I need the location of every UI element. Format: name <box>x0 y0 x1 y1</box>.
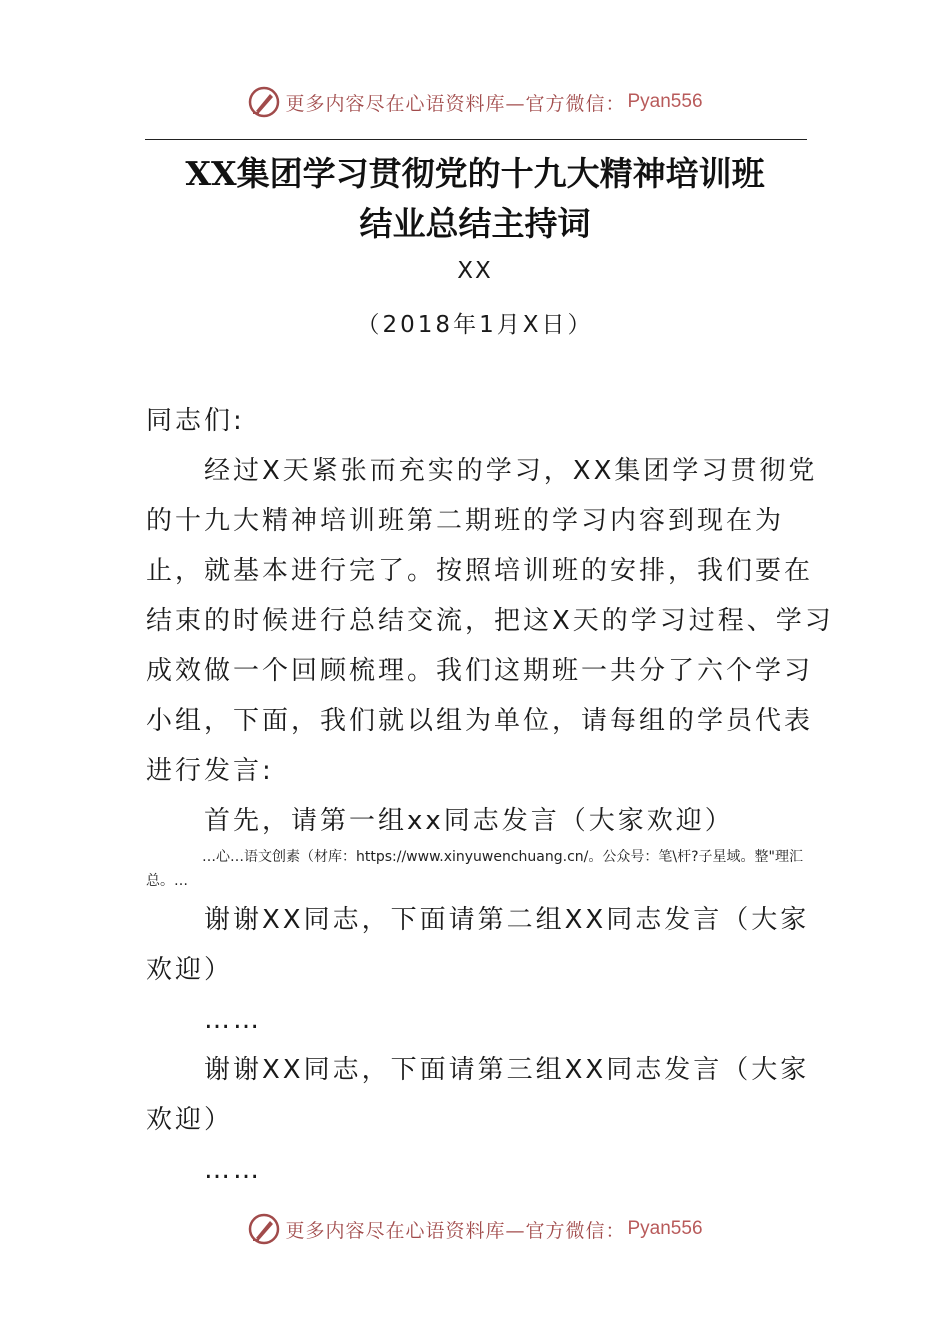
document-title-line-2: 结业总结主持词 <box>359 204 591 243</box>
pen-circle-logo-icon <box>247 1212 281 1246</box>
banner-text: 更多内容尽在心语资料库—官方微信： <box>285 92 626 115</box>
footer-banner <box>0 1209 950 1249</box>
banner-wechat-id: Pyan556 <box>627 91 703 112</box>
body-upper <box>146 396 836 846</box>
paragraph-third-group: 谢谢XX同志，下面请第三组XX同志发言（大家欢迎） <box>146 1055 810 1135</box>
paragraph-second-group: 谢谢XX同志，下面请第二组XX同志发言（大家欢迎） <box>146 905 810 985</box>
salutation: 同志们: <box>146 406 245 436</box>
header-banner <box>0 82 950 122</box>
document-title-line-1: XX集团学习贯彻党的十九大精神培训班 <box>185 154 765 193</box>
banner-wechat-id: Pyan556 <box>627 1218 703 1239</box>
banner-text: 更多内容尽在心语资料库—官方微信： <box>285 1219 626 1242</box>
author: XX <box>457 258 493 284</box>
source-note <box>146 845 836 893</box>
paragraph-intro: 经过X天紧张而充实的学习，XX集团学习贯彻党的十九大精神培训班第二期班的学习内容到现在为止，就基本进行完了。按照培训班的安排，我们要在结束的时候进行总结交流，把这X天的学习过程、学习成效做一个回顾梳理。我们这期班一共分了六个学习小组，下面，我们就以组为单位，请每组的学员代表进行发言: <box>146 456 834 786</box>
ellipsis-2: …… <box>204 1155 262 1185</box>
ellipsis-1: …… <box>204 1005 262 1035</box>
source-note-text: …心…语文创素（材库：https://www.xinyuwenchuang.cn/。公众号：笔\杆?子星域。整"理汇总。… <box>146 849 803 889</box>
pen-circle-logo-icon <box>247 85 281 119</box>
date-line: （2018年1月X日） <box>356 312 594 338</box>
header-divider <box>145 139 807 140</box>
paragraph-first-group: 首先，请第一组xx同志发言（大家欢迎） <box>204 806 734 836</box>
body-lower <box>146 895 836 1195</box>
